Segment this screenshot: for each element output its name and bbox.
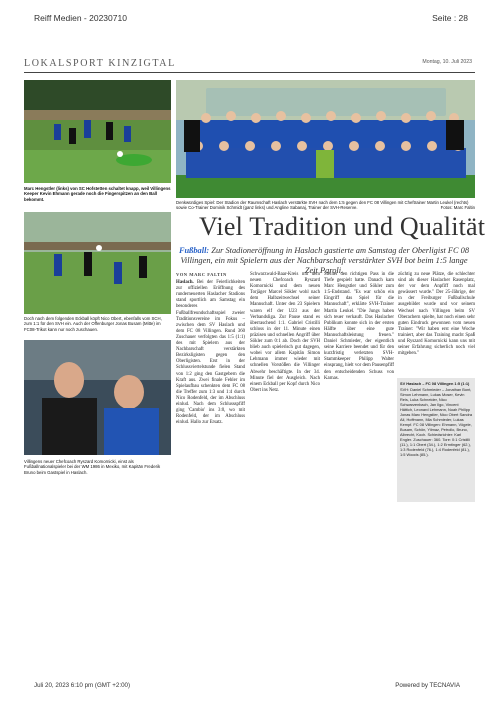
article-column-3 [324, 272, 394, 382]
article-column-2 [250, 272, 320, 394]
caption-text: Doch nach dem folgenden Eckball köpft Nico Obert, ebenfalls vom SCH, zum 1:1 für den SVH ein. Auch der Offenburger Jonas Busam (Mitte) im FC08-Trikot kann nur noch zuschauen. [24, 316, 162, 332]
column-text: Steiner den richtigen Pass in die Tiefe gespielt hatte. Danach kam Marc Hengstler und Sökler zum 1:5-Endstand. "Es war schön ein Eingriff das Spiel für die Mannschaft", erklärte SVH-Trainer Martin Leukel. "Die Jungs haben sich teuer verkauft. Das Haslacher Publikum konnte sich in der ersten Hälfte über eine gute Mannschaftsleistung freuen." Daniel Schmieder, der eigentlich seine Karriere beendet und für den kurzfristig verletzten SVH-Stammkeeper Philipp Walter einsprang, hielt vor dem Pausenpfiff den entscheidenden Schuss von Karnas. [324, 272, 394, 381]
caption-bottom-left [24, 459, 171, 475]
publisher-label: Reiff Medien - 20230710 [34, 13, 127, 23]
caption-text: Villingens neuer Chefcoach Ryszard Komornicki, einst als Fußballnationalspieler bei der WM 1986 in Mexiko, mit Kapitän Frederik Bruno beim Gastspiel in Haslach. [24, 459, 161, 475]
photo-coach-captain [24, 340, 171, 455]
column-text: Schwarzwald-Baar-Kreis mit dem neuen Chefcoach Ryszard Komornicki und dem neuen Torjäger Marcel Sökler wohl nach dem Halbzeitwechsel seiner Mannschaft. Unter den 23 Spielern waren elf der U23 aus der Verbandsliga. Zur Pause stand es überraschend 1:1. Gabriel Cristilli schloss in der 11. Minute einen präzisen und schnellen Angriff über Sökler zum 0:1 ab. Doch der SVH blieb auch spielerisch gut dagegen, wobei vor allem Kapitän Simon Lehmann immer wieder mit schnellen Vorstößen die Villinger Abwehr beschäftigte. In der 34. Minute fiel der Ausgleich. Nach einem Eckball per Kopf durch Nico Obert ins Netz. [250, 272, 320, 393]
viewer-header [0, 0, 500, 28]
page-number: Seite : 28 [432, 13, 468, 23]
match-infobox [397, 378, 475, 502]
photo-credit: Fotos: Marc Faltin [440, 205, 475, 211]
photo-header-goal [24, 212, 171, 314]
deck-text: Zur Stadioneröffnung in Haslach gastierte am Samstag der Oberligist FC 08 Villingen, ein mit Spielern aus der Nachbarschaft verstärkter SVH bot beim 1:5 lange Zeit Paroli. [180, 246, 470, 275]
byline: VON MARC FALTIN [176, 272, 227, 277]
photo-goalkeeper-save [24, 80, 171, 183]
infobox-body: SVH: Daniel Schmieder – Jonathan Bont, Simon Lehmann, Lukas Moser, Kevin Reis, Luka Schneider, Nico Schwarzenbach, Jan Ilgo, Vincent Hättich, Leonard Lehmann, Noah Philipp Jonas Marc Hengstler, Nico Obert Sandra Ali, Hoffmann, Mia Schmieder, Lukas Kempf. FC 08 Villingen: Ehmann, Vögele, Busam, Schön, Yilmaz, Petrollo, Bruno, Albrecht, Koch. Schiedsrichter: Karl Engler. Zuschauer: 360. Tore: 0:1 Cristilli (11.), 1:1 Obert (34.), 1:2 Ermtinger (62.), 1:3 Rodenfeld (76.), 1:4 Rodenfeld (81.), 1:5 Woods (85.). [400, 387, 473, 457]
caption-text: Marc Hengstler (links) von SC Hofstetten schaltet knapp, weil Villingens Keeper Kevin Ehmann gerade noch die Fingerspitzen an den Ball bekommt. [24, 186, 171, 202]
article-kicker: Fußball: [178, 246, 210, 255]
caption-text: Denkwürdiges Spiel: Der Stadion der Raumschaft Haslach verstärkte SVH nach dem 1:5 gegen den FC 08 Villingen mit Cheftrainer Martin Leukel (rechts) sowie Co-Trainer Dominik Schmidt (ganz links) und Angline Sabanaj, Trainer der SVH-Reserve. [176, 200, 469, 211]
article-column-4 [398, 272, 475, 357]
article-headline: Viel Tradition und Qualität [199, 212, 486, 241]
page-date: Montag, 10. Juli 2023 [422, 59, 472, 65]
powered-by: Powered by TECNAVIA [395, 682, 460, 689]
column-text: züchtig zu neue Plätze, die schlechter sind als dieser Haslacher Rasenplatz, der vor dem Anpfiff noch mal gewässert wurde." Der 25-Jährige, der in der Freiburger Fußballschule ausgebildet wurde und vor seinem Wechsel nach Villingen beim SV Oberachern spielte, hat noch einen sehr guten Eindruck gewonnen vom neuen Trainer: "Wir haben erst eine Woche trainiert, aber das Training macht Spaß und Ryszard Komornicki kann uns mit seiner Erfahrung sicherlich noch viel mitgeben." [398, 272, 475, 357]
newspaper-page [24, 50, 486, 655]
section-rule [24, 72, 475, 73]
photo-team [176, 80, 475, 198]
infobox-title: SV Haslach – FC 08 Villingen 1:5 (1:1) [400, 381, 470, 386]
timestamp: Juli 20, 2023 6:10 pm (GMT +2:00) [34, 682, 131, 689]
section-title: LOKALSPORT KINZIGTAL [24, 58, 176, 69]
dateline: Haslach. [176, 280, 194, 286]
caption-top-left [24, 186, 171, 202]
column-text: Bei der Feierlichkeiten zur offiziellen Eröffnung des runderneuerten Haslacher Stadions stand sportlich am Samstag ein besonderes Fußballfreundschaftsspiel zweier Traditionsvereine im Fokus – zwischen dem SV Haslach und dem FC 08 Villingen. Rund 360 Zuschauer verfolgten das 1:5 (1:1) des mit Spielern aus der Nachbarschaft verstärkten Bezirksligisten gegen den Oberligisten. Erst in der Schlussviertelstunde fielen Stand von 1:2 ging den Gastgebern die Kraft aus. Zwei finale Fehler im Spielaufbau schenkten dem FC 08 die Treffer zum 1:3 und 1:4 durch Nico Rodenfeld, der im Abschluss einlud. Nach dem Schlussspfiff ging 'Cambio' ins 3:0, wo mit Rodenfeld, der im Abschluss einlud. Hallo zur Ersatz. [176, 280, 245, 426]
caption-team-photo [176, 200, 475, 211]
caption-mid-left [24, 316, 171, 332]
article-column-1 [176, 272, 245, 426]
